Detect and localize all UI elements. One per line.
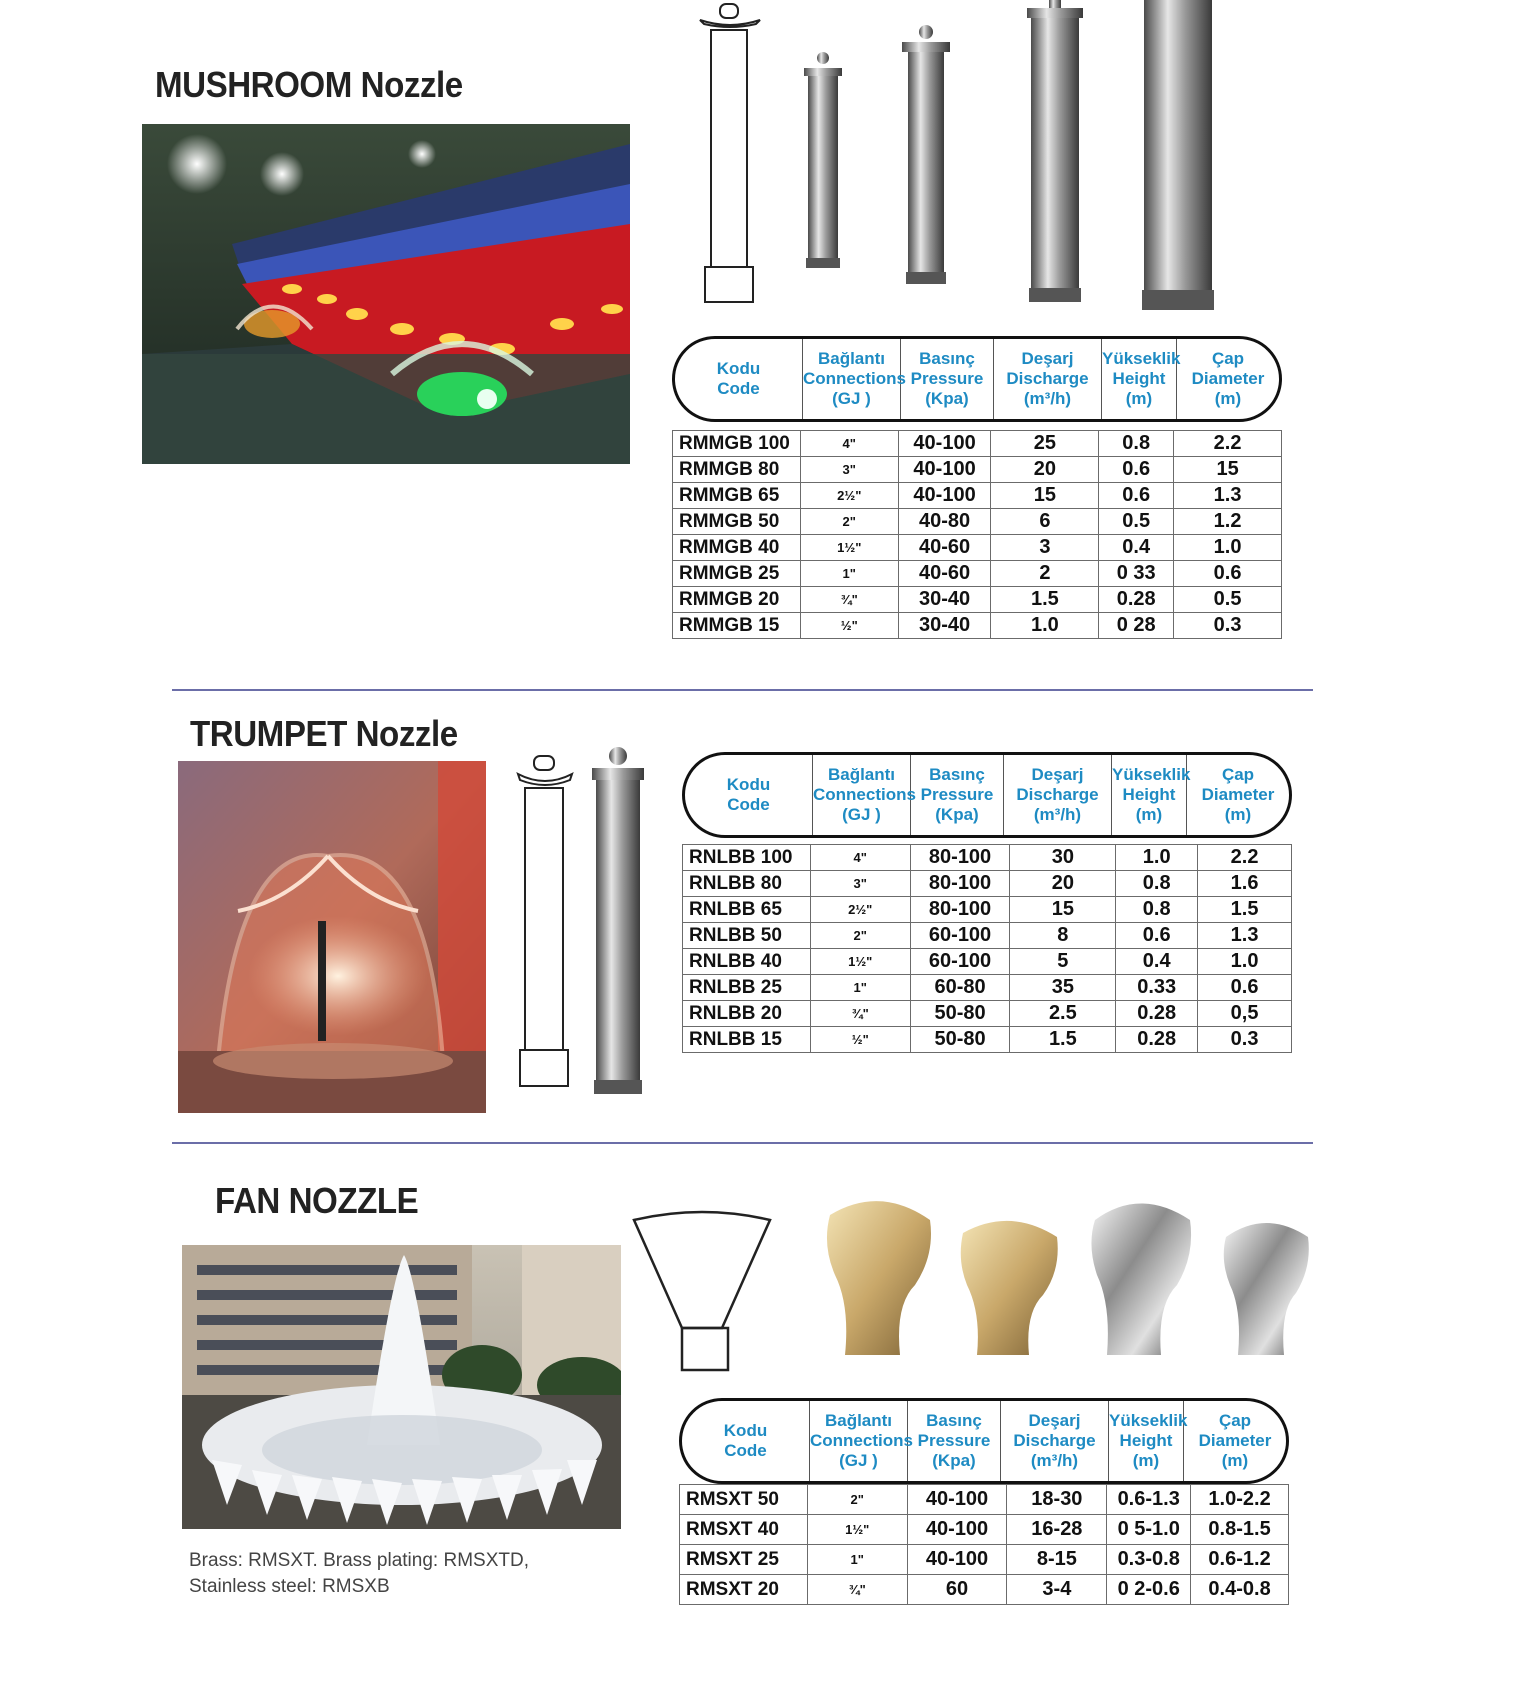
- cell-connection: 2": [810, 923, 910, 949]
- cell-discharge: 2.5: [1010, 1001, 1116, 1027]
- trumpet-title: TRUMPET Nozzle: [190, 713, 458, 754]
- cell-diameter: 0.3: [1198, 1027, 1292, 1053]
- col-discharge-header: Deşarj Discharge (m³/h): [1004, 755, 1112, 835]
- cell-height: 1.0: [1116, 845, 1198, 871]
- col-diameter-header: Çap Diameter (m): [1201, 765, 1275, 824]
- cell-code: RMSXT 25: [680, 1545, 808, 1575]
- cell-diameter: 0.6: [1198, 975, 1292, 1001]
- mushroom-spec-table: [672, 336, 1282, 670]
- cell-pressure: 40-60: [898, 535, 991, 561]
- cell-discharge: 6: [991, 509, 1099, 535]
- col-diameter-header: Çap Diameter (m): [1198, 1411, 1272, 1470]
- cell-code: RNLBB 80: [683, 871, 811, 897]
- table-row: [683, 897, 1292, 923]
- cell-connection: ¾": [810, 1001, 910, 1027]
- fan-spec-table: [679, 1398, 1289, 1618]
- cell-height: 0 2-0.6: [1107, 1575, 1191, 1605]
- cell-connection: 1½": [807, 1515, 907, 1545]
- col-pressure-header: Basınç Pressure (Kpa): [908, 1401, 1001, 1481]
- col-connections-header: Bağlantı Connections (GJ ): [813, 755, 911, 835]
- table-row: [680, 1485, 1289, 1515]
- cell-code: RNLBB 50: [683, 923, 811, 949]
- fan-nozzle-steel-large-icon: [1085, 1195, 1200, 1360]
- cell-connection: 1½": [800, 535, 898, 561]
- table-row: [683, 1001, 1292, 1027]
- fan-spec-rows: [679, 1484, 1289, 1605]
- cell-pressure: 80-100: [910, 845, 1010, 871]
- col-connections-header: Bağlantı Connections (GJ ): [803, 339, 901, 419]
- table-row: [683, 949, 1292, 975]
- fan-title: FAN NOZZLE: [215, 1180, 419, 1221]
- cell-pressure: 40-100: [898, 483, 991, 509]
- cell-connection: 4": [810, 845, 910, 871]
- cell-pressure: 50-80: [910, 1001, 1010, 1027]
- cell-height: 0 33: [1099, 561, 1174, 587]
- cell-connection: ¾": [800, 587, 898, 613]
- cell-height: 0.8: [1116, 871, 1198, 897]
- table-row: [673, 561, 1282, 587]
- cell-diameter: 1.2: [1174, 509, 1282, 535]
- cell-discharge: 5: [1010, 949, 1116, 975]
- cell-discharge: 30: [1010, 845, 1116, 871]
- cell-pressure: 60-80: [910, 975, 1010, 1001]
- cell-pressure: 40-80: [898, 509, 991, 535]
- col-code-header: Kodu Code: [682, 1401, 810, 1481]
- cell-discharge: 20: [991, 457, 1099, 483]
- cell-code: RMMGB 100: [673, 431, 801, 457]
- mushroom-nozzle-drawing-icon: [690, 0, 770, 305]
- fan-nozzle-steel-small-icon: [1218, 1215, 1314, 1360]
- cell-diameter: 1.3: [1198, 923, 1292, 949]
- table-row: [680, 1575, 1289, 1605]
- cell-diameter: 0.4-0.8: [1191, 1575, 1289, 1605]
- table-row: [683, 975, 1292, 1001]
- cell-connection: ¾": [807, 1575, 907, 1605]
- cell-connection: 2½": [810, 897, 910, 923]
- cell-code: RMSXT 20: [680, 1575, 808, 1605]
- cell-discharge: 1.0: [991, 613, 1099, 639]
- trumpet-fountain-photo: [178, 761, 486, 1113]
- cell-height: 0.28: [1099, 587, 1174, 613]
- cell-discharge: 25: [991, 431, 1099, 457]
- fan-nozzle-brass-small-icon: [955, 1215, 1065, 1360]
- cell-pressure: 40-60: [898, 561, 991, 587]
- table-row: [683, 1027, 1292, 1053]
- col-pressure-header: Basınç Pressure (Kpa): [901, 339, 994, 419]
- cell-pressure: 40-100: [898, 457, 991, 483]
- table-row: [673, 613, 1282, 639]
- trumpet-nozzle-drawing-icon: [514, 752, 576, 1090]
- table-row: [673, 457, 1282, 483]
- cell-height: 0 5-1.0: [1107, 1515, 1191, 1545]
- cell-height: 0.6: [1099, 457, 1174, 483]
- cell-diameter: 1.0: [1174, 535, 1282, 561]
- table-row: [680, 1515, 1289, 1545]
- mushroom-spec-header: [672, 336, 1282, 422]
- cell-diameter: 0.6-1.2: [1191, 1545, 1289, 1575]
- cell-height: 0.28: [1116, 1027, 1198, 1053]
- caption-line: Brass: RMSXT. Brass plating: RMSXTD,: [189, 1550, 529, 1571]
- cell-discharge: 35: [1010, 975, 1116, 1001]
- mushroom-fountain-photo: [142, 124, 630, 464]
- cell-pressure: 80-100: [910, 871, 1010, 897]
- cell-discharge: 2: [991, 561, 1099, 587]
- cell-connection: 1": [800, 561, 898, 587]
- cell-code: RNLBB 65: [683, 897, 811, 923]
- cell-code: RMMGB 50: [673, 509, 801, 535]
- mushroom-nozzle-steel-small-icon: [800, 50, 846, 275]
- cell-height: 0.5: [1099, 509, 1174, 535]
- cell-code: RNLBB 20: [683, 1001, 811, 1027]
- col-diameter-header: Çap Diameter (m): [1191, 349, 1265, 408]
- cell-code: RNLBB 15: [683, 1027, 811, 1053]
- trumpet-spec-table: [682, 752, 1292, 1086]
- table-row: [673, 587, 1282, 613]
- cell-height: 0.33: [1116, 975, 1198, 1001]
- caption-line: Stainless steel: RMSXB: [189, 1576, 390, 1597]
- section-divider: [172, 689, 1313, 691]
- cell-connection: 2": [807, 1485, 907, 1515]
- table-row: [683, 923, 1292, 949]
- cell-diameter: 1.6: [1198, 871, 1292, 897]
- cell-connection: 4": [800, 431, 898, 457]
- col-height-header: Yükseklik Height (m): [1102, 339, 1177, 419]
- cell-discharge: 8-15: [1007, 1545, 1107, 1575]
- cell-connection: 2": [800, 509, 898, 535]
- cell-code: RMMGB 40: [673, 535, 801, 561]
- section-divider: [172, 1142, 1313, 1144]
- cell-height: 0.6: [1116, 923, 1198, 949]
- table-row: [673, 483, 1282, 509]
- cell-diameter: 0.8-1.5: [1191, 1515, 1289, 1545]
- cell-pressure: 40-100: [907, 1545, 1007, 1575]
- cell-diameter: 0,5: [1198, 1001, 1292, 1027]
- fan-spec-header: [679, 1398, 1289, 1484]
- cell-pressure: 60-100: [910, 949, 1010, 975]
- cell-height: 0.8: [1116, 897, 1198, 923]
- cell-diameter: 1.0: [1198, 949, 1292, 975]
- cell-pressure: 30-40: [898, 587, 991, 613]
- cell-discharge: 3-4: [1007, 1575, 1107, 1605]
- cell-discharge: 8: [1010, 923, 1116, 949]
- trumpet-nozzle-steel-icon: [590, 746, 646, 1098]
- cell-pressure: 40-100: [907, 1515, 1007, 1545]
- mushroom-nozzle-steel-medium-icon: [900, 24, 952, 289]
- cell-discharge: 1.5: [991, 587, 1099, 613]
- cell-pressure: 40-100: [898, 431, 991, 457]
- col-height-header: Yükseklik Height (m): [1109, 1401, 1184, 1481]
- cell-height: 0.8: [1099, 431, 1174, 457]
- cell-pressure: 40-100: [907, 1485, 1007, 1515]
- cell-height: 0.4: [1116, 949, 1198, 975]
- cell-diameter: 0.3: [1174, 613, 1282, 639]
- fan-nozzle-drawing-icon: [630, 1210, 775, 1375]
- cell-code: RMSXT 50: [680, 1485, 808, 1515]
- table-row: [673, 431, 1282, 457]
- cell-diameter: 1.0-2.2: [1191, 1485, 1289, 1515]
- cell-code: RNLBB 40: [683, 949, 811, 975]
- cell-height: 0.6: [1099, 483, 1174, 509]
- trumpet-spec-rows: [682, 844, 1292, 1053]
- table-row: [673, 535, 1282, 561]
- cell-diameter: 0.5: [1174, 587, 1282, 613]
- cell-discharge: 15: [1010, 897, 1116, 923]
- table-row: [673, 509, 1282, 535]
- cell-height: 0.28: [1116, 1001, 1198, 1027]
- cell-code: RMMGB 20: [673, 587, 801, 613]
- cell-discharge: 16-28: [1007, 1515, 1107, 1545]
- cell-connection: ½": [800, 613, 898, 639]
- cell-diameter: 2.2: [1174, 431, 1282, 457]
- cell-connection: 3": [800, 457, 898, 483]
- cell-pressure: 50-80: [910, 1027, 1010, 1053]
- table-row: [680, 1545, 1289, 1575]
- table-row: [683, 845, 1292, 871]
- mushroom-title: MUSHROOM Nozzle: [155, 64, 463, 105]
- col-height-header: Yükseklik Height (m): [1112, 755, 1187, 835]
- fan-nozzle-brass-large-icon: [820, 1195, 940, 1360]
- trumpet-spec-header: [682, 752, 1292, 838]
- cell-connection: 1": [810, 975, 910, 1001]
- fan-material-caption: [189, 1548, 529, 1600]
- col-discharge-header: Deşarj Discharge (m³/h): [1001, 1401, 1109, 1481]
- mushroom-spec-rows: [672, 430, 1282, 639]
- cell-code: RMMGB 80: [673, 457, 801, 483]
- fan-fountain-photo: [182, 1245, 621, 1529]
- cell-diameter: 1.3: [1174, 483, 1282, 509]
- cell-height: 0.3-0.8: [1107, 1545, 1191, 1575]
- cell-code: RNLBB 100: [683, 845, 811, 871]
- col-connections-header: Bağlantı Connections (GJ ): [810, 1401, 908, 1481]
- cell-height: 0.4: [1099, 535, 1174, 561]
- cell-diameter: 2.2: [1198, 845, 1292, 871]
- cell-connection: 3": [810, 871, 910, 897]
- mushroom-nozzle-steel-xlarge-icon: [1140, 0, 1216, 315]
- cell-discharge: 3: [991, 535, 1099, 561]
- cell-code: RMMGB 25: [673, 561, 801, 587]
- col-code-header: Kodu Code: [675, 339, 803, 419]
- cell-height: 0.6-1.3: [1107, 1485, 1191, 1515]
- col-pressure-header: Basınç Pressure (Kpa): [911, 755, 1004, 835]
- cell-diameter: 1.5: [1198, 897, 1292, 923]
- cell-pressure: 30-40: [898, 613, 991, 639]
- cell-connection: ½": [810, 1027, 910, 1053]
- cell-code: RMMGB 15: [673, 613, 801, 639]
- mushroom-nozzle-steel-large-icon: [1025, 0, 1085, 310]
- cell-discharge: 1.5: [1010, 1027, 1116, 1053]
- cell-pressure: 60-100: [910, 923, 1010, 949]
- cell-diameter: 15: [1174, 457, 1282, 483]
- col-discharge-header: Deşarj Discharge (m³/h): [994, 339, 1102, 419]
- cell-connection: 1½": [810, 949, 910, 975]
- cell-height: 0 28: [1099, 613, 1174, 639]
- cell-diameter: 0.6: [1174, 561, 1282, 587]
- cell-discharge: 15: [991, 483, 1099, 509]
- cell-discharge: 18-30: [1007, 1485, 1107, 1515]
- cell-code: RMSXT 40: [680, 1515, 808, 1545]
- cell-connection: 1": [807, 1545, 907, 1575]
- cell-pressure: 80-100: [910, 897, 1010, 923]
- cell-code: RNLBB 25: [683, 975, 811, 1001]
- cell-pressure: 60: [907, 1575, 1007, 1605]
- cell-discharge: 20: [1010, 871, 1116, 897]
- col-code-header: Kodu Code: [685, 755, 813, 835]
- table-row: [683, 871, 1292, 897]
- cell-connection: 2½": [800, 483, 898, 509]
- cell-code: RMMGB 65: [673, 483, 801, 509]
